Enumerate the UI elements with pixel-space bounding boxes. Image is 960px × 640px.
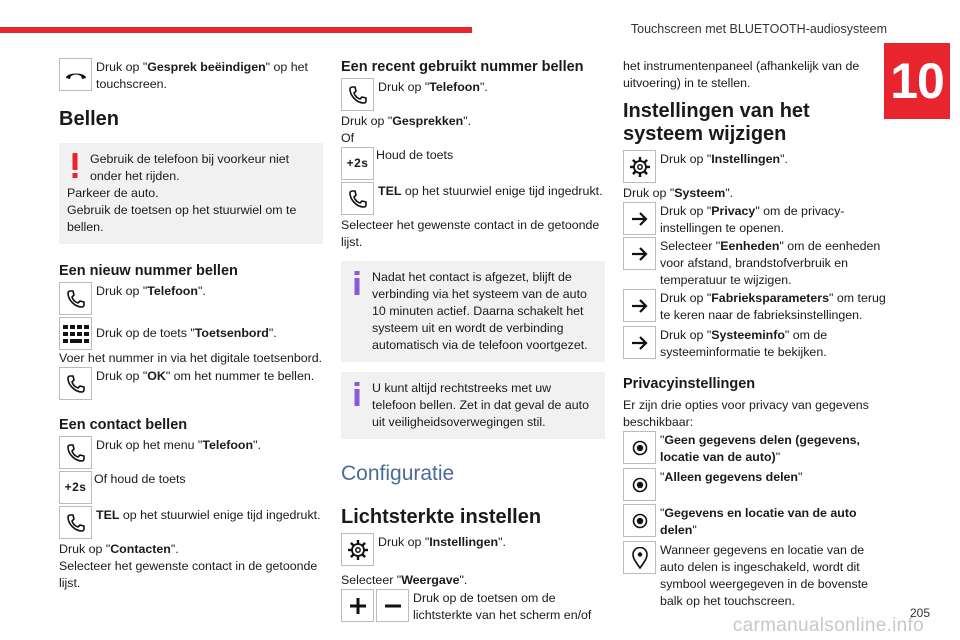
- arrow-right-icon: [623, 237, 656, 270]
- radio-icon: [623, 431, 656, 464]
- steering-key-icon: +2s: [59, 471, 92, 504]
- phone-icon: [341, 78, 374, 111]
- privacy-location-note: Wanneer gegevens en locatie van de auto delen is ingeschakeld, wordt dit symbool weergegeven in de bovenste balk op het touchscreen.: [623, 541, 887, 610]
- minus-icon: [376, 589, 409, 622]
- hangup-icon: [59, 58, 92, 91]
- step-c1: Druk op het menu "Telefoon".: [59, 436, 323, 469]
- steering-key-icon: +2s: [341, 147, 374, 180]
- gear-icon: [341, 533, 374, 566]
- keypad-icon: [59, 317, 92, 350]
- step-r4: +2s Houd de toets: [341, 147, 605, 180]
- location-pin-icon: [623, 541, 656, 574]
- column-2: Een recent gebruikt nummer bellen Druk op "Telefoon". Druk op "Gesprekken". Of +2s Houd de toets TEL op het stuurwiel enige tijd ingedrukt. Selecteer het gewenste contact in de getoonde lijst. Nadat het contact is afgezet, blijft de verbinding via het systeem van de auto 10 minuten actief. Daarna schakelt het systeem uit en wordt de verbinding automatisch via de telefoon voortgezet. U kunt altijd rechtstreeks met uw telefoon bellen. Zet in dat geval de auto uit veiligheidsoverwegingen stil. Configuratie Lichtsterkte instellen Druk op "Instellingen". Selecteer "Weergave". Druk op de toetsen om de lichtsterkte van het scherm en/of: [341, 58, 605, 624]
- step-c2: +2s Of houd de toets: [59, 471, 323, 504]
- step-l3: Druk op de toetsen om de lichtsterkte van het scherm en/of: [341, 589, 605, 624]
- warning-icon: [71, 153, 79, 184]
- step-n4: Druk op "OK" om het nummer te bellen.: [59, 367, 323, 400]
- arrow-right-icon: [623, 289, 656, 322]
- plus-icon: [341, 589, 374, 622]
- phone-icon: [59, 282, 92, 315]
- warning-note: Gebruik de telefoon bij voorkeur niet onder het rijden. Parkeer de auto. Gebruik de toetsen op het stuurwiel om te bellen.: [59, 143, 323, 244]
- section-title-config: Configuratie: [341, 462, 455, 485]
- info-icon: [353, 382, 361, 411]
- section-title-recent: Een recent gebruikt nummer bellen: [341, 59, 584, 75]
- page-number: 205: [909, 606, 930, 620]
- gear-icon: [623, 150, 656, 183]
- radio-icon: [623, 504, 656, 537]
- column-1: Druk op "Gesprek beëindigen" op het touchscreen. Bellen Gebruik de telefoon bij voorkeur niet onder het rijden. Parkeer de auto. Gebruik de toetsen op het stuurwiel om te bellen. Een nieuw nummer bellen Druk op "Telefoon". Druk op de toets "Toetsenbord". Voer het nummer in via het digitale toetsenbord. Druk op "OK" om het nummer te bellen. Een contact bellen Druk op het menu "Telefoon". +2s Of houd de toets TEL op het stuurwiel enige tijd ingedrukt. Druk op "Contacten". Selecteer het gewenste contact in de getoonde lijst.: [59, 60, 323, 590]
- arrow-right-icon: [623, 326, 656, 359]
- column-3: het instrumentenpaneel (afhankelijk van de uitvoering) in te stellen. Instellingen van het systeem wijzigen Druk op "Instellingen". Druk op "Systeem". Druk op "Privacy" om de privacy-instellingen te openen. Selecteer "Eenheden" om de eenheden voor afstand, brandstofverbruik en temperatuur te wijzigen. Druk op "Fabrieksparameters" om terug te keren naar de fabrieksinstellingen. Druk op "Systeeminfo" om de systeeminformatie te bekijken. Privacyinstellingen Er zijn drie opties voor privacy van gegevens beschikbaar: "Geen gegevens delen (gegevens, locatie van de auto)" "Alleen gegevens delen" "Gegevens en locatie van de auto delen" Wanneer gegevens en locatie van de auto delen is ingeschakeld, wordt dit symbool weergegeven in de bovenste balk op het touchscreen.: [623, 59, 886, 608]
- phone-icon: [59, 367, 92, 400]
- step-s1: Druk op "Instellingen".: [623, 150, 887, 183]
- step-l1: Druk op "Instellingen".: [341, 533, 605, 566]
- step-c3: TEL op het stuurwiel enige tijd ingedrukt.: [59, 506, 323, 539]
- header-red-bar: [0, 27, 472, 33]
- info-note-2: U kunt altijd rechtstreeks met uw telefoon bellen. Zet in dat geval de auto uit veiligheidsoverwegingen stil.: [341, 372, 605, 439]
- radio-icon: [623, 468, 656, 501]
- section-title-licht: Lichtsterkte instellen: [341, 506, 542, 528]
- step-end-call: Druk op "Gesprek beëindigen" op het touchscreen.: [59, 58, 323, 93]
- step-n1: Druk op "Telefoon".: [59, 282, 323, 315]
- phone-icon: [59, 506, 92, 539]
- watermark: carmanualsonline.info: [732, 615, 924, 636]
- privacy-option-1: "Geen gegevens delen (gegevens, locatie van de auto)": [623, 431, 887, 466]
- section-title-systeem: Instellingen van het systeem wijzigen: [623, 100, 810, 145]
- step-s3: Druk op "Privacy" om de privacy-instellingen te openen.: [623, 202, 887, 237]
- chapter-tab: 10: [884, 43, 950, 119]
- step-r5: TEL op het stuurwiel enige tijd ingedrukt.: [341, 182, 605, 215]
- arrow-right-icon: [623, 202, 656, 235]
- step-n2: Druk op de toets "Toetsenbord".: [59, 317, 323, 350]
- section-title-privacy: Privacyinstellingen: [623, 376, 756, 392]
- section-title-nieuw: Een nieuw nummer bellen: [59, 263, 238, 279]
- privacy-option-3: "Gegevens en locatie van de auto delen": [623, 504, 887, 539]
- step-s4: Selecteer "Eenheden" om de eenheden voor afstand, brandstofverbruik en temperatuur te wijzigen.: [623, 237, 887, 289]
- step-s5: Druk op "Fabrieksparameters" om terug te keren naar de fabrieksinstellingen.: [623, 289, 887, 324]
- step-r1: Druk op "Telefoon".: [341, 78, 605, 111]
- section-title-bellen: Bellen: [59, 108, 120, 130]
- running-header: Touchscreen met BLUETOOTH-audiosysteem: [630, 22, 887, 36]
- step-s6: Druk op "Systeeminfo" om de systeeminformatie te bekijken.: [623, 326, 887, 361]
- privacy-option-2: "Alleen gegevens delen": [623, 468, 887, 501]
- phone-icon: [59, 436, 92, 469]
- section-title-contact: Een contact bellen: [59, 417, 188, 433]
- info-icon: [353, 271, 361, 300]
- phone-icon: [341, 182, 374, 215]
- info-note-1: Nadat het contact is afgezet, blijft de verbinding via het systeem van de auto 10 minuten actief. Daarna schakelt het systeem uit en wordt de verbinding automatisch via de telefoon voortgezet.: [341, 261, 605, 362]
